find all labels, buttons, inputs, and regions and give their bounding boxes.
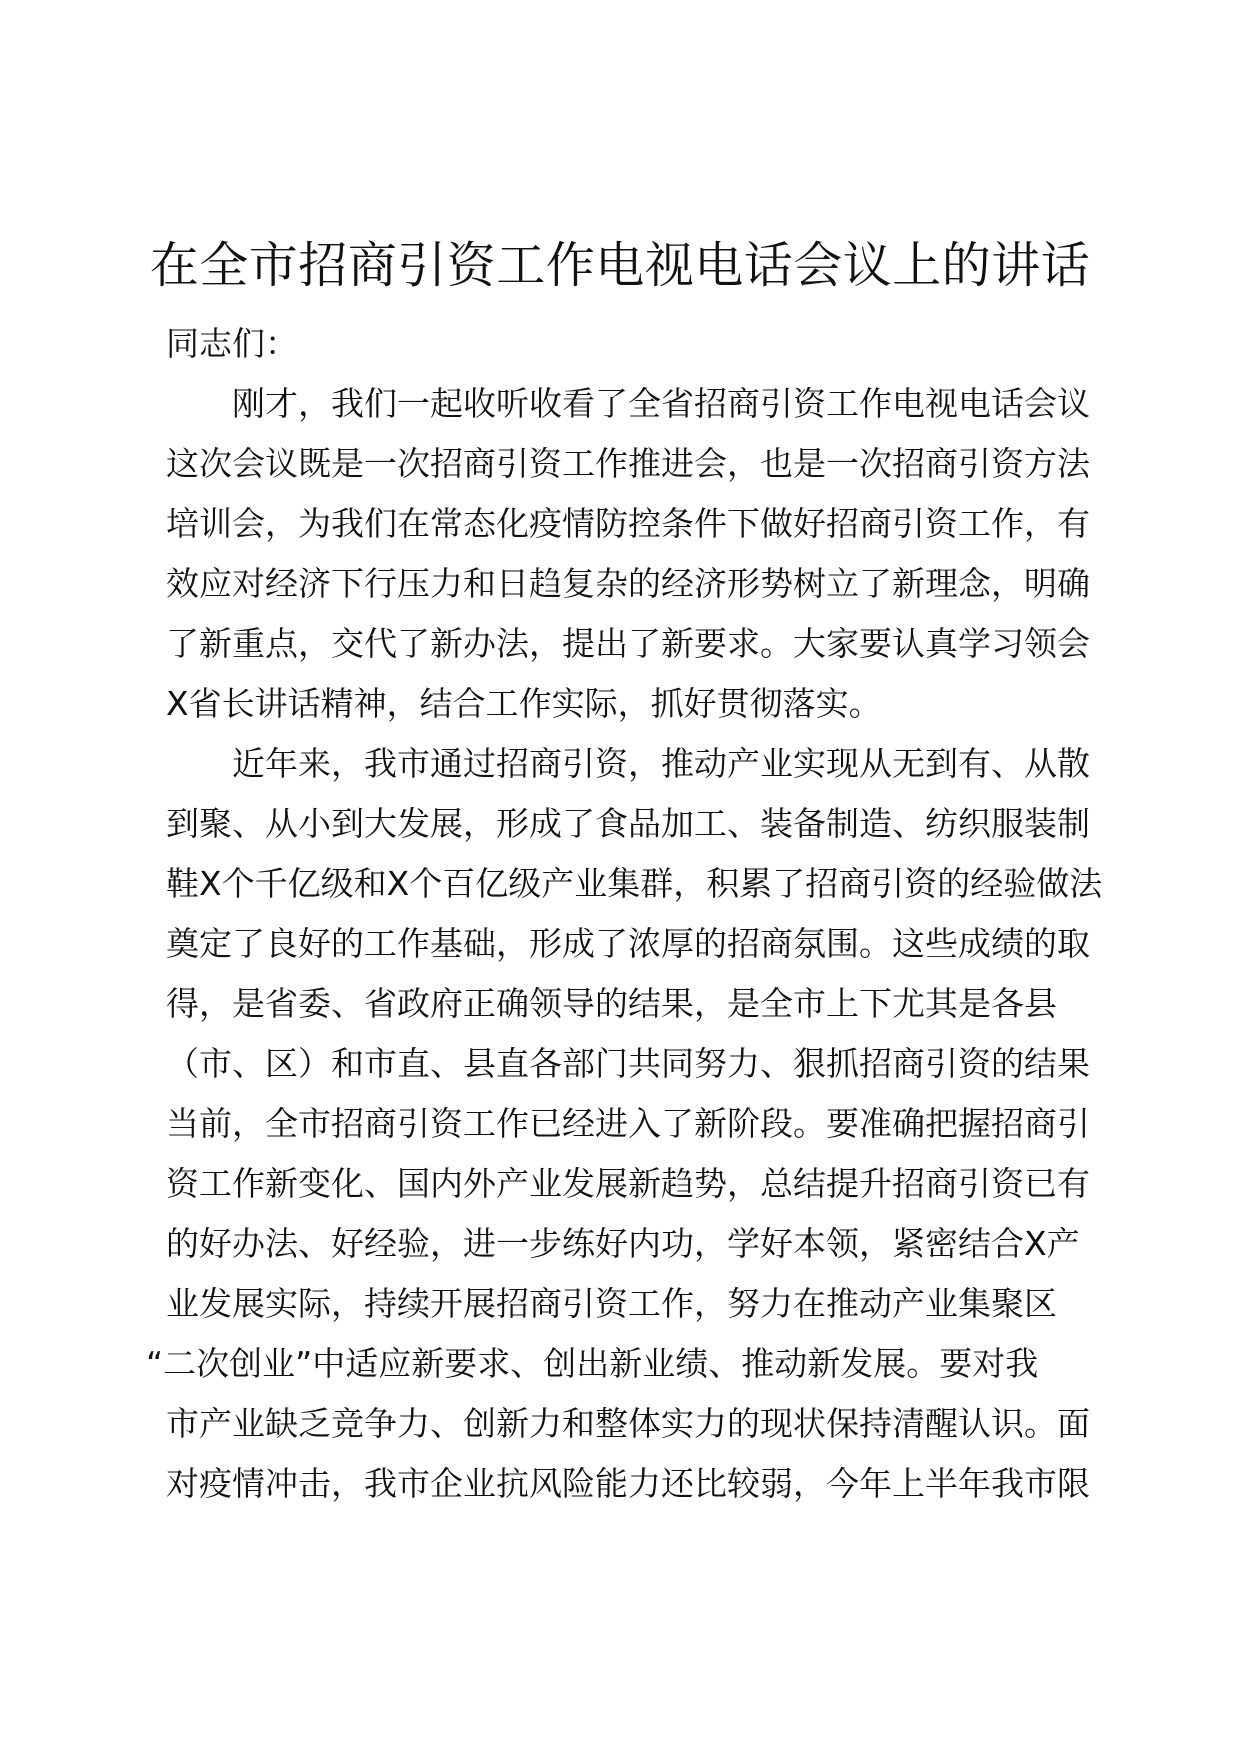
document-title: 在全市招商引资工作电视电话会议上的讲话 [149, 237, 1091, 294]
salutation: 同志们： [166, 324, 298, 363]
paragraph-1-line-4: 效应对经济下行压力和日趋复杂的经济形势树立了新理念，明确 [166, 564, 1090, 603]
paragraph-2-line-13: 对疫情冲击，我市企业抗风险能力还比较弱，今年上半年我市限 [166, 1464, 1090, 1503]
paragraph-1-line-3: 培训会，为我们在常态化疫情防控条件下做好招商引资工作，有 [166, 504, 1090, 543]
paragraph-2-line-4: 奠定了良好的工作基础，形成了浓厚的招商氛围。这些成绩的取 [166, 924, 1090, 963]
paragraph-2-line-8: 资工作新变化、国内外产业发展新趋势，总结提升招商引资已有 [166, 1164, 1090, 1203]
paragraph-2-line-5: 得，是省委、省政府正确领导的结果，是全市上下尤其是各县 [166, 984, 1057, 1023]
paragraph-2-line-12: 市产业缺乏竞争力、创新力和整体实力的现状保持清醒认识。面 [166, 1404, 1090, 1443]
paragraph-1-line-6: X省长讲话精神，结合工作实际，抓好贯彻落实。 [166, 684, 882, 723]
paragraph-2-line-11: “二次创业”中适应新要求、创出新业绩、推动新发展。要对我 [146, 1344, 1039, 1383]
paragraph-1-line-5: 了新重点，交代了新办法，提出了新要求。大家要认真学习领会 [166, 624, 1090, 663]
paragraph-2-line-3: 鞋X个千亿级和X个百亿级产业集群，积累了招商引资的经验做法 [166, 864, 1103, 903]
paragraph-2-line-6: （市、区）和市直、县直各部门共同努力、狠抓招商引资的结果 [166, 1044, 1090, 1083]
paragraph-2-line-1: 近年来，我市通过招商引资，推动产业实现从无到有、从散 [232, 744, 1090, 783]
paragraph-2-line-10: 业发展实际，持续开展招商引资工作，努力在推动产业集聚区 [166, 1284, 1057, 1323]
paragraph-1-line-1: 刚才，我们一起收听收看了全省招商引资工作电视电话会议 [232, 384, 1090, 423]
paragraph-2-line-7: 当前，全市招商引资工作已经进入了新阶段。要准确把握招商引 [166, 1104, 1090, 1143]
paragraph-2-line-2: 到聚、从小到大发展，形成了食品加工、装备制造、纺织服装制 [166, 804, 1090, 843]
paragraph-2-line-9: 的好办法、好经验，进一步练好内功，学好本领，紧密结合X产 [166, 1224, 1080, 1263]
document-body [146, 314, 1116, 1514]
paragraph-1-line-2: 这次会议既是一次招商引资工作推进会，也是一次招商引资方法 [166, 444, 1090, 483]
